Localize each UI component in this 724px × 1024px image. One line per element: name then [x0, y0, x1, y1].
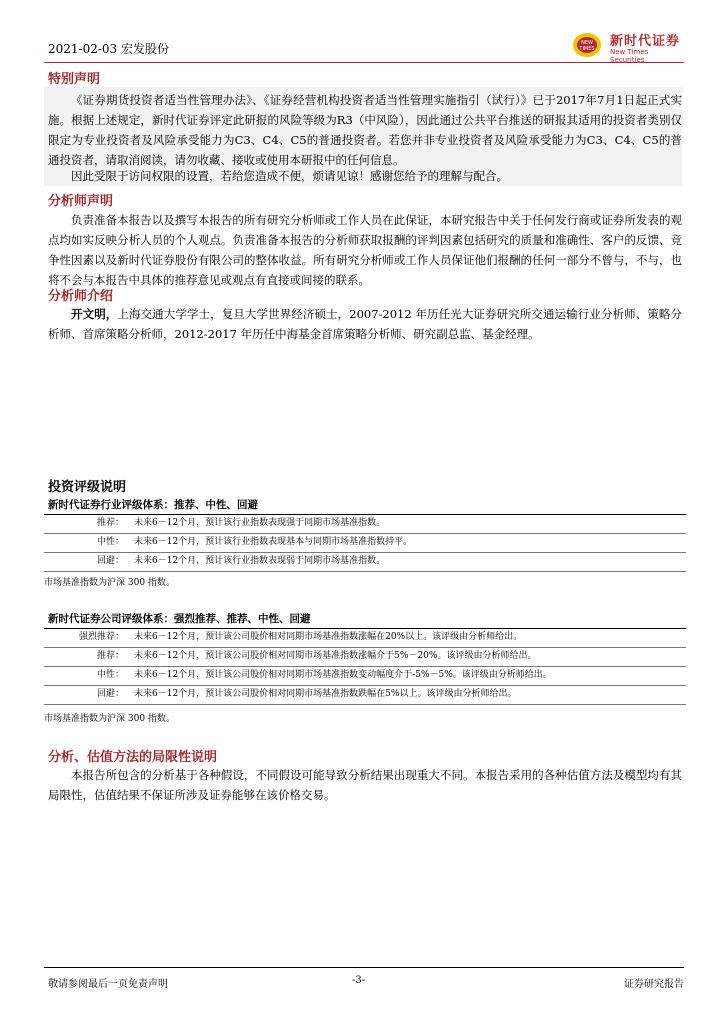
- rating-label: 中性：: [96, 537, 124, 547]
- svg-text:TIMES: TIMES: [579, 46, 595, 52]
- analyst-intro-paragraph: [48, 304, 682, 344]
- limitation-body: 本报告所包含的分析基于各种假设，不同假设可能导致分析结果出现重大不同。本报告采用的各种估值方法及模型均有其局限性，估值结果不保证所涉及证券能够在该价格交易。: [48, 768, 682, 802]
- rating-label: 中性：: [96, 670, 124, 680]
- rating-label: 推荐：: [96, 651, 124, 661]
- company-rating-row: [44, 666, 686, 685]
- analyst-intro-body: 上海交通大学学士，复旦大学世界经济硕士，2007-2012 年历任光大证券研究所交通运输行业分析师、策略分析师、首席策略分析师，2012-2017 年历任中海基金首席策略分析师、研究副总监、基金经理。: [48, 307, 683, 341]
- rating-label: 推荐：: [96, 518, 124, 528]
- limitation-title: 分析、估值方法的局限性说明: [48, 750, 218, 765]
- logo-english-name: New Times Securities: [610, 48, 649, 64]
- special-statement-p1: 《证券期货投资者适当性管理办法》、《证券经营机构投资者适当性管理实施指引（试行）》已于2017年7月1日起正式实施。根据上述规定，新时代证券评定此研报的风险等级为R3（中风险），因此通过公共平台推送的研报其适用的投资者类别仅限定为专业投资者及风险承受能力为C3、C4、C5的普通投资者。若您并非专业投资者及风险承受能力为C3、C4、C5的普通投资者，请取消阅读，请勿收藏、接收或使用本研报中的任何信息。: [48, 93, 682, 167]
- company-rating-row: [44, 685, 686, 704]
- special-statement-title: 特别声明: [48, 72, 101, 87]
- header-date-company: 2021-02-03 宏发股份: [48, 42, 170, 56]
- industry-table-bottom-rule: [44, 571, 686, 572]
- company-rating-title: 新时代证券公司评级体系：强烈推荐、推荐、中性、回避: [48, 613, 311, 625]
- rating-label: 回避：: [96, 689, 124, 699]
- rating-desc: 未来6－12个月，预计该公司股价相对同期市场基准指数跌幅在5%以上。该评级由分析师给出。: [134, 689, 517, 699]
- footer-report-type: 证券研究报告: [624, 979, 684, 990]
- company-benchmark-note: 市场基准指数为沪深 300 指数。: [44, 714, 175, 724]
- special-statement-p2: 因此受限于访问权限的设置，若给您造成不便，烦请见谅！感谢您给予的理解与配合。: [71, 169, 508, 183]
- company-table-bottom-rule: [44, 704, 686, 705]
- industry-rating-row: [44, 552, 686, 571]
- header-rule: [44, 62, 684, 63]
- rating-desc: 未来6－12个月，预计该公司股价相对同期市场基准指数涨幅介于5%－20%。该评级由分析师给出。: [134, 651, 537, 661]
- company-rating-row: [44, 647, 686, 666]
- footer-rule: [44, 967, 684, 968]
- industry-rating-row: [44, 533, 686, 552]
- industry-rating-row: [44, 514, 686, 533]
- rating-desc: 未来6－12个月，预计该公司股价相对同期市场基准指数变动幅度介于-5%－5%。该评级由分析师给出。: [134, 670, 552, 680]
- new-times-logo-icon: [572, 31, 602, 59]
- rating-desc: 未来6－12个月，预计该行业指数表现弱于同期市场基准指数。: [134, 556, 386, 566]
- rating-label: 强烈推荐：: [78, 632, 124, 642]
- footer-disclaimer-note: 敬请参阅最后一页免责声明: [48, 979, 168, 990]
- rating-title: 投资评级说明: [48, 480, 127, 495]
- rating-desc: 未来6－12个月，预计该公司股价相对同期市场基准指数涨幅在20%以上。该评级由分析师给出。: [134, 632, 523, 642]
- analyst-statement-body: 负责准备本报告以及撰写本报告的所有研究分析师或工作人员在此保证，本研究报告中关于任何发行商或证券所发表的观点均如实反映分析人员的个人观点。负责准备本报告的分析师获取报酬的评判因素包括研究的质量和准确性、客户的反馈、竞争性因素以及新时代证券股份有限公司的整体收益。所有研究分析师或工作人员保证他们报酬的任何一部分不曾与，不与，也将不会与本报告中具体的推荐意见或观点有直接或间接的联系。: [48, 213, 682, 287]
- company-rating-row: [44, 628, 686, 647]
- industry-benchmark-note: 市场基准指数为沪深 300 指数。: [44, 578, 175, 588]
- analyst-name: 开文明，: [71, 307, 118, 321]
- company-logo: [572, 30, 684, 64]
- logo-badge-text: NEW: [581, 40, 593, 46]
- page-number: -3-: [352, 975, 366, 986]
- rating-desc: 未来6－12个月，预计该行业指数表现基本与同期市场基准指数持平。: [134, 537, 413, 547]
- analyst-intro-title: 分析师介绍: [48, 289, 114, 304]
- rating-desc: 未来6－12个月，预计该行业指数表现强于同期市场基准指数。: [134, 518, 386, 528]
- industry-rating-title: 新时代证券行业评级体系：推荐、中性、回避: [48, 499, 258, 511]
- rating-label: 回避：: [96, 556, 124, 566]
- analyst-statement-title: 分析师声明: [48, 194, 114, 209]
- logo-chinese-name: 新时代证券: [610, 34, 681, 49]
